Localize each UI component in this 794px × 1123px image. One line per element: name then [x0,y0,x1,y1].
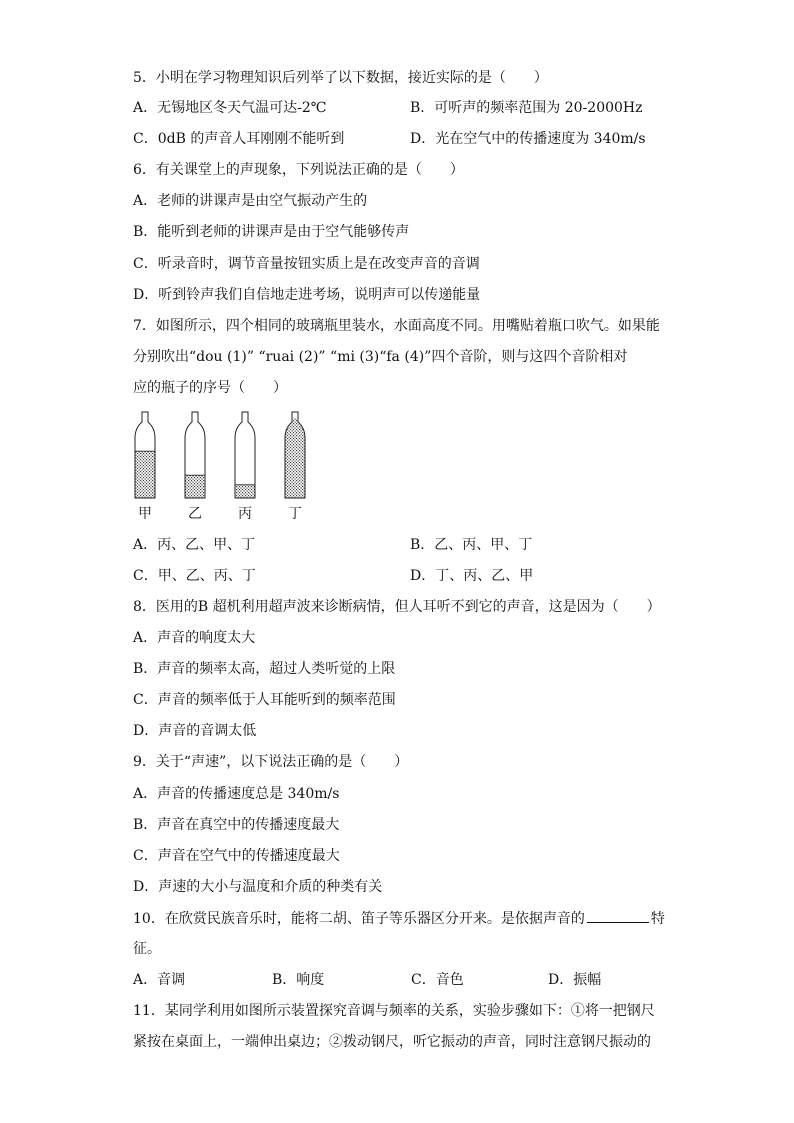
q7-options-row2 [133,566,733,586]
q7-stem-line3: 应的瓶子的序号（ ） [133,380,287,396]
q9-option-a: A．声音的传播速度总是 340m/s [133,786,340,802]
q10-stem-line2: 征。 [133,941,161,957]
bottles-drawing [128,408,318,504]
q5-options-row1 [133,98,733,118]
bottles-figure [128,408,318,520]
water-bing [235,485,255,498]
q5-option-d: D．光在空气中的传播速度为 340m/s [410,131,646,147]
q10-options-row [133,970,733,990]
q8-option-b: B．声音的频率太高，超过人类听觉的上限 [133,661,396,677]
q10-stem-part1: 10．在欣赏民族音乐时，能将二胡、笛子等乐器区分开来。是依据声音的 [133,911,585,927]
q8-option-a: A．声音的响度太大 [133,630,256,646]
water-ding [285,418,305,498]
q7-option-c: C．甲、乙、丙、丁 [133,568,256,584]
bottle-label-ding: 丁 [288,506,302,522]
bottle-label-yi: 乙 [188,506,202,522]
q5-option-a: A．无锡地区冬天气温可达-2℃ [133,100,327,116]
q10-stem-part2: 特 [650,911,665,927]
q7-option-b: B．乙、丙、甲、丁 [410,537,533,553]
q8-option-d: D．声音的音调太低 [133,723,257,739]
q10-option-b: B．响度 [272,972,325,988]
bottle-yi [185,412,205,498]
q6-option-d: D．听到铃声我们自信地走进考场，说明声可以传递能量 [133,287,481,303]
q5-option-b: B．可听声的频率范围为 20-2000Hz [410,100,643,116]
bottle-jia [135,412,155,498]
q11-stem-line1: 11．某同学利用如图所示装置探究音调与频率的关系，实验步骤如下：①将一把钢尺 [133,1003,655,1019]
q6-option-c: C．听录音时，调节音量按钮实质上是在改变声音的音调 [133,256,480,272]
q10-stem [133,908,665,929]
q7-options-row1 [133,535,733,555]
water-jia [135,451,155,498]
q11-stem-line2: 紧按在桌面上，一端伸出桌边；②拨动钢尺，听它振动的声音，同时注意钢尺振动的 [133,1034,651,1050]
water-yi [185,475,205,498]
q7-option-a: A．丙、乙、甲、丁 [133,537,256,553]
q9-option-d: D．声速的大小与温度和介质的种类有关 [133,879,383,895]
q7-option-d: D．丁、丙、乙、甲 [410,568,534,584]
bottle-bing [235,412,255,498]
q10-option-a: A．音调 [133,972,186,988]
q10-option-d: D．振幅 [548,972,602,988]
bottle-ding [285,412,305,498]
q6-option-b: B．能听到老师的讲课声是由于空气能够传声 [133,224,410,240]
q6-stem: 6．有关课堂上的声现象，下列说法正确的是（ ） [133,162,464,178]
q5-option-c: C．0dB 的声音人耳刚刚不能听到 [133,131,345,147]
q5-options-row2 [133,129,733,149]
q8-option-c: C．声音的频率低于人耳能听到的频率范围 [133,692,396,708]
q7-stem-line1: 7．如图所示，四个相同的玻璃瓶里装水，水面高度不同。用嘴贴着瓶口吹气。如果能 [133,318,660,334]
bottle-label-bing: 丙 [238,506,252,522]
q10-answer-blank [587,908,649,923]
q10-option-c: C．音色 [411,972,464,988]
q9-stem: 9．关于“声速”，以下说法正确的是（ ） [133,754,409,770]
q7-stem-line2: 分别吹出“dou (1)” “ruai (2)” “mi (3)“fa (4)”四个音阶，则与这四个音阶相对 [133,349,628,365]
q6-option-a: A．老师的讲课声是由空气振动产生的 [133,193,368,209]
bottle-label-jia: 甲 [138,506,152,522]
q5-stem: 5．小明在学习物理知识后列举了以下数据，接近实际的是（ ） [133,70,548,86]
q8-stem: 8．医用的B 超机利用超声波来诊断病情，但人耳听不到它的声音，这是因为（ ） [133,599,661,615]
q9-option-c: C．声音在空气中的传播速度最大 [133,848,340,864]
q9-option-b: B．声音在真空中的传播速度最大 [133,817,340,833]
